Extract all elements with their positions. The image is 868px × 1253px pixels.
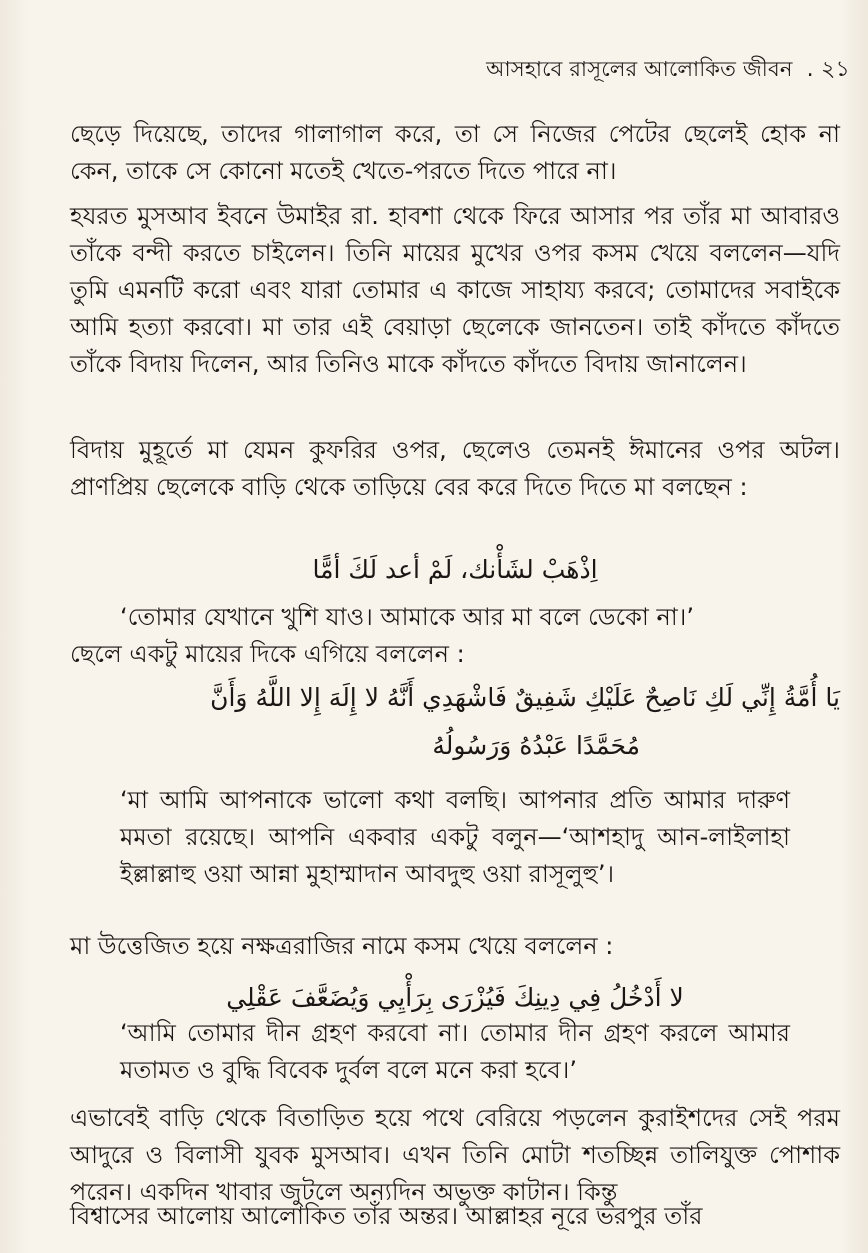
paragraph-6: এভাবেই বাড়ি থেকে বিতাড়িত হয়ে পথে বেরিয়ে পড়লেন কুরাইশদের সেই পরম আদুরে ও বিলাসী যুবক মুসআব। এখন তিনি মোটা শতচ্ছিন্ন তালিযুক্ত পোশাক পরেন। একদিন খাবার জুটলে অন্যদিন অভুক্ত কাটান। কিন্তু (70, 1104, 840, 1206)
paragraph-5: মা উত্তেজিত হয়ে নক্ষত্ররাজির নামে কসম খেয়ে বললেন : (70, 932, 614, 960)
arabic-quote-1: اِذْهَبْ لشَأْنك، لَمْ أعد لَكَ أمًّا (312, 555, 598, 584)
arabic-quote-2-line-2: مُحَمَّدًا عَبْدُهُ وَرَسُولُهُ (432, 731, 640, 760)
arabic-quote-3: لا أَدْخُلُ فِي دِينِكَ فَيُزْرَى بِرَأْيِي وَيُضَعَّفَ عَقْلِي (226, 983, 684, 1012)
paragraph-3: বিদায় মুহূর্তে মা যেমন কুফরির ওপর, ছেলেও তেমনই ঈমানের ওপর অটল। প্রাণপ্রিয় ছেলেকে বাড়ি থেকে তাড়িয়ে বের করে দিতে দিতে মা বলছেন : (70, 436, 840, 501)
running-header (486, 52, 850, 89)
page-number: . ২১ (806, 57, 850, 82)
running-title: আসহাবে রাসূলের আলোকিত জীবন (486, 57, 793, 81)
translation-2: ‘মা আমি আপনাকে ভালো কথা বলছি। আপনার প্রতি আমার দারুণ মমতা রয়েছে। আপনি একবার একটু বলুন—‘আশহাদু আন-লাইলাহা ইল্লাল্লাহু ওয়া আন্না মুহাম্মাদান আবদুহু ওয়া রাসূলুহু’। (120, 786, 790, 888)
paragraph-4: ছেলে একটু মায়ের দিকে এগিয়ে বললেন : (70, 640, 465, 668)
translation-3: ‘আমি তোমার দীন গ্রহণ করবো না। তোমার দীন গ্রহণ করলে আমার মতামত ও বুদ্ধি বিবেক দুর্বল বলে মনে করা হবে।’ (120, 1019, 790, 1084)
paragraph-6-last-line: বিশ্বাসের আলোয় আলোকিত তাঁর অন্তর। আল্লাহর নূরে ভরপুর তাঁর (70, 1202, 703, 1230)
translation-1: ‘তোমার যেখানে খুশি যাও। আমাকে আর মা বলে ডেকো না।’ (120, 603, 694, 631)
paragraph-1: ছেড়ে দিয়েছে, তাদের গালাগাল করে, তা সে নিজের পেটের ছেলেই হোক না কেন, তাকে সে কোনো মতেই খেতে-পরতে দিতে পারে না। (70, 120, 840, 185)
arabic-quote-2-line-1: يَا أُمَّةُ إِنِّي لَكِ نَاصِحٌ عَلَيْكِ شَفِيقٌ فَاشْهَدِي أَنَّهُ لا إِلَهَ إِلا اللَّهُ وَأَنَّ (210, 683, 840, 712)
paragraph-2: হযরত মুসআব ইবনে উমাইর রা. হাবশা থেকে ফিরে আসার পর তাঁর মা আবারও তাঁকে বন্দী করতে চাইলেন। তিনি মায়ের মুখের ওপর কসম খেয়ে বললেন—যদি তুমি এমনটি করো এবং যারা তোমার এ কাজে সাহায্য করবে; তোমাদের সবাইকে আমি হত্যা করবো। মা তার এই বেয়াড়া ছেলেকে জানতেন। তাই কাঁদতে কাঁদতে তাঁকে বিদায় দিলেন, আর তিনিও মাকে কাঁদতে কাঁদতে বিদায় জানালেন। (70, 202, 840, 378)
